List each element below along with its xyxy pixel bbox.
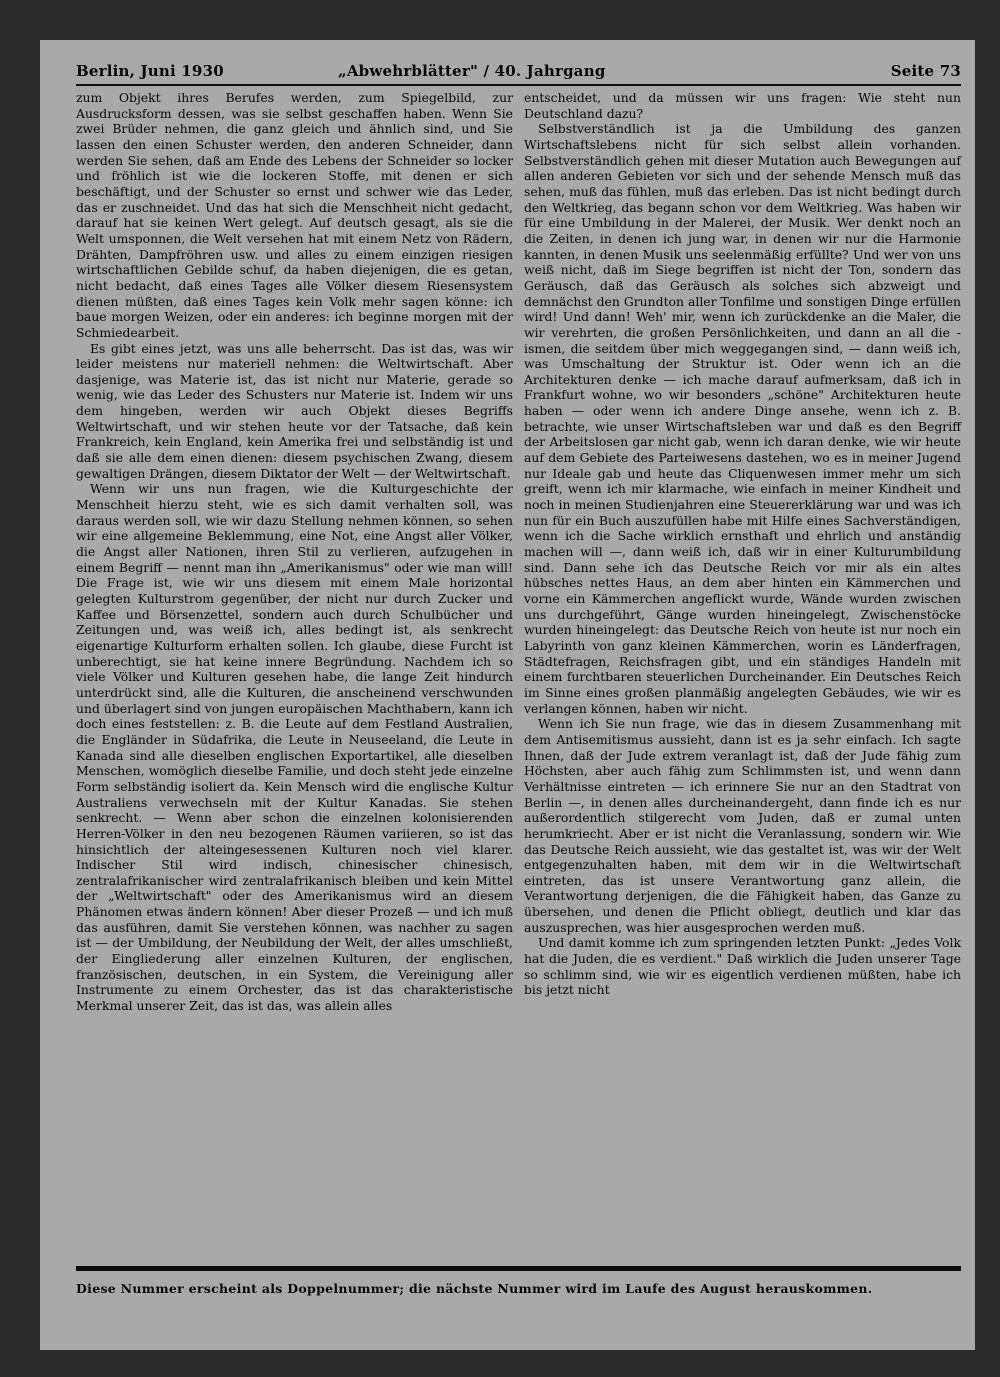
header-publication: „Abwehrblätter" / 40. Jahrgang (338, 62, 606, 80)
footer-rule (76, 1266, 961, 1271)
paragraph: Wenn ich Sie nun frage, wie das in diesem Zusammenhang mit dem Antisemitismus aussieht, dann ist es ja sehr einfach. Ich sagte Ihnen, daß der Jude extrem veranlagt ist, daß der Jude fähig zum Höchsten, aber auch fähig zum Schlimmsten ist, und wenn dann Verhältnisse eintreten — ich erinnere Sie nur an den Stadtrat von Berlin —, in denen alles durcheinandergeht, dann finde ich es nur außerordentlich stilgerecht vom Juden, daß er zumal unten herumkriecht. Aber er ist nicht die Veranlassung, sondern wir. Wie das Deutsche Reich aussieht, wie das gestaltet ist, was wir der Welt entgegenzuhalten haben, mit dem wir in die Weltwirtschaft eintreten, das ist unsere Verantwortung ganz allein, die Verantwortung derjenigen, die die Fähigkeit haben, das Ganze zu übersehen, und denen die Pflicht obliegt, deutlich und klar das auszusprechen, was hier ausgesprochen werden muß. (524, 716, 961, 935)
right-column (524, 90, 961, 998)
paragraph: zum Objekt ihres Berufes werden, zum Spiegelbild, zur Ausdrucksform dessen, was sie selbst geschaffen haben. Wenn Sie zwei Brüder nehmen, die ganz gleich und ähnlich sind, und Sie lassen den einen Schuster werden, den anderen Schneider, dann werden Sie sehen, daß am Ende des Lebens der Schneider so locker und fröhlich ist wie die lockeren Stoffe, mit denen er sich beschäftigt, und der Schuster so ernst und schwer wie das Leder, das er zuschneidet. Und das hat sich die Menschheit nicht gedacht, darauf hat sie keinen Wert gelegt. Auf deutsch gesagt, als sie die Welt umsponnen, die Welt versehen hat mit einem Netz von Rädern, Drähten, Dampfröhren usw. und alles zu einem einzigen riesigen wirtschaftlichen Gebilde schuf, da haben diejenigen, die es getan, nicht bedacht, daß eines Tages alle Völker diesem Riesensystem dienen müßten, daß eines Tages kein Volk mehr sagen könne: ich baue morgen Weizen, oder ein anderes: ich beginne morgen mit der Schmiedearbeit. (76, 90, 513, 340)
newspaper-page (40, 40, 975, 1350)
footer-notice: Diese Nummer erscheint als Doppelnummer; die nächste Nummer wird im Laufe des August herauskommen. (76, 1281, 873, 1296)
left-column (76, 90, 513, 1014)
paragraph: Wenn wir uns nun fragen, wie die Kulturgeschichte der Menschheit hierzu steht, wie es sich damit verhalten soll, was daraus werden soll, wie wir dazu Stellung nehmen können, so sehen wir eine allgemeine Beklemmung, eine Not, eine Angst aller Völker, die Angst aller Nationen, ihren Stil zu verlieren, aufzugehen in einem Begriff — nennt man ihn „Amerikanismus" oder wie man will! Die Frage ist, wie wir uns diesem mit einem Male horizontal gelegten Kulturstrom gegenüber, der nicht nur durch Zucker und Kaffee und Börsenzettel, sondern auch durch Schulbücher und Zeitungen und, was weiß ich, alles bedingt ist, als senkrecht eigenartige Kulturform erhalten sollen. Ich glaube, diese Furcht ist unberechtigt, sie hat keine innere Begründung. Nachdem ich so viele Völker und Kulturen gesehen habe, die lange Zeit hindurch unterdrückt sind, alle die Kulturen, die anscheinend verschwunden und überlagert sind von jungen europäischen Machthabern, kann ich doch eines feststellen: z. B. die Leute auf dem Festland Australien, die Engländer in Südafrika, die Leute in Neuseeland, die Leute in Kanada sind alle dieselben englischen Exportartikel, alle dieselben Menschen, womöglich dieselbe Familie, und doch steht jede einzelne Form selbständig isoliert da. Kein Mensch wird die englische Kultur Australiens verwechseln mit der Kultur Kanadas. Sie stehen senkrecht. — Wenn aber schon die einzelnen kolonisierenden Herren-Völker in den neu bezogenen Räumen variieren, so ist das hinsichtlich der alteingesessenen Kulturen noch viel klarer. Indischer Stil wird indisch, chinesischer chinesisch, zentralafrikanischer wird zentralafrikanisch bleiben und kein Mittel der „Weltwirtschaft" oder des Amerikanismus wird an diesem Phänomen etwas ändern können! Aber dieser Prozeß — und ich muß das ausführen, damit Sie verstehen können, was nachher zu sagen ist — der Umbildung, der Neubildung der Welt, der alles umschließt, der Eingliederung aller einzelnen Kulturen, der englischen, französischen, deutschen, in ein System, die Vereinigung aller Instrumente zu einem Orchester, das ist das charakteristische Merkmal unserer Zeit, das ist das, was allein alles (76, 481, 513, 1014)
paragraph: Selbstverständlich ist ja die Umbildung des ganzen Wirtschaftslebens nicht für sich selbst allein vorhanden. Selbstverständlich gehen mit dieser Mutation auch Bewegungen auf allen anderen Gebieten vor sich und der sehende Mensch muß das sehen, muß das fühlen, muß das erleben. Das ist nicht bedingt durch den Weltkrieg, das begann schon vor dem Weltkrieg. Was haben wir für eine Umbildung in der Malerei, der Musik. Wer denkt noch an die Zeiten, in denen ich jung war, in denen wir nur die Harmonie kannten, in denen Musik uns seelenmäßig erfüllte? Und wer von uns weiß nicht, daß im Siege begriffen ist nicht der Ton, sondern das Geräusch, daß das Geräusch als solches sich abzweigt und demnächst den Grundton aller Tonfilme und sonstigen Dinge erfüllen wird! Und dann! Weh' mir, wenn ich zurückdenke an die Maler, die wir verehrten, die großen Persönlichkeiten, und dann an all die -ismen, die seitdem über mich weggegangen sind, — dann weiß ich, was Umschaltung der Struktur ist. Oder wenn ich an die Architekturen denke — ich mache darauf aufmerksam, daß ich in Frankfurt wohne, wo wir besonders „schöne" Architekturen heute haben — oder wenn ich andere Dinge ansehe, wenn ich z. B. betrachte, wie unser Wirtschaftsleben war und daß es den Begriff der Arbeitslosen gar nicht gab, wenn ich daran denke, wie wir heute auf dem Gebiete des Parteiwesens dastehen, wo es in meiner Jugend nur Ideale gab und heute das Cliquenwesen immer mehr um sich greift, wenn ich mir klarmache, wie einfach in meiner Kindheit und noch in meinen Studienjahren eine Steuererklärung war und was ich nun für ein Buch auszufüllen habe mit Hilfe eines Sachverständigen, wenn ich die Sache wirklich ernsthaft und ehrlich und anständig machen will —, dann weiß ich, daß wir in einer Kulturumbildung sind. Dann sehe ich das Deutsche Reich vor mir als ein altes hübsches nettes Haus, an dem aber hinten ein Kämmerchen und vorne ein Kämmerchen angeflickt wurde, Wände wurden zwischen uns durchgeführt, Gänge wurden hineingelegt, Zwischenstöcke wurden hineingelegt: das Deutsche Reich von heute ist nur noch ein Labyrinth von ganz kleinen Kämmerchen, worin es Länderfragen, Städtefragen, Reichsfragen gibt, und ein ständiges Handeln mit einem furchtbaren steuerlichen Durcheinander. Ein Deutsches Reich im Sinne eines großen planmäßig angelegten Gebäudes, wie wir es verlangen können, haben wir nicht. (524, 121, 961, 716)
paragraph: entscheidet, und da müssen wir uns fragen: Wie steht nun Deutschland dazu? (524, 90, 961, 121)
header-page-number: Seite 73 (890, 62, 961, 80)
paragraph: Es gibt eines jetzt, was uns alle beherrscht. Das ist das, was wir leider meistens nur materiell nehmen: die Weltwirtschaft. Aber dasjenige, was Materie ist, das ist nicht nur Materie, gerade so wenig, wie das Leder des Schusters nur Materie ist. Indem wir uns dem hingeben, werden wir auch Objekt dieses Begriffs Weltwirtschaft, und wir stehen heute vor der Tatsache, daß kein Frankreich, kein England, kein Amerika frei und selbständig ist und daß sie alle dem einen dienen: diesem psychischen Zwang, diesem gewaltigen Drängen, diesem Diktator der Welt — der Weltwirtschaft. (76, 340, 513, 481)
header-date: Berlin, Juni 1930 (76, 62, 224, 80)
paragraph: Und damit komme ich zum springenden letzten Punkt: „Jedes Volk hat die Juden, die es verdient." Daß wirklich die Juden unserer Tage so schlimm sind, wie wir es eigentlich verdienen müßten, habe ich bis jetzt nicht (524, 935, 961, 998)
header-rule (76, 84, 961, 86)
